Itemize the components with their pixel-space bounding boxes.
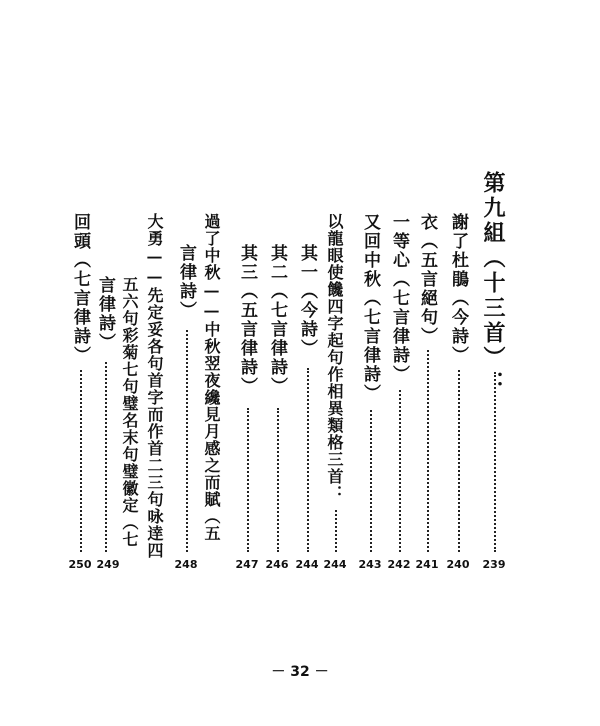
page-number: 248 bbox=[174, 558, 198, 571]
page-number: 249 bbox=[96, 558, 120, 571]
toc-entry: 又回中秋（七言律詩） bbox=[360, 213, 380, 403]
page-number: 243 bbox=[358, 558, 382, 571]
toc-entry: 其一（今詩） bbox=[297, 244, 317, 358]
toc-entry: 回頭（七言律詩） bbox=[70, 213, 90, 365]
leader-dots bbox=[186, 330, 188, 552]
leader-dots bbox=[307, 368, 309, 552]
section-heading: 第九組（十三首）： bbox=[480, 171, 506, 396]
page-number: 250 bbox=[68, 558, 92, 571]
toc-entry-continuation: 言律詩） bbox=[95, 276, 115, 352]
page-number: 240 bbox=[446, 558, 470, 571]
leader-dots bbox=[458, 370, 460, 552]
toc-entry-continuation: 言律詩） bbox=[176, 244, 196, 320]
leader-dots bbox=[80, 370, 82, 552]
leader-dots bbox=[335, 510, 337, 552]
leader-dots bbox=[370, 410, 372, 552]
toc-entry: 過了中秋——中秋翌夜纔見月感之而賦（五 bbox=[202, 213, 221, 542]
toc-entry: 衣（五言絕句） bbox=[417, 213, 437, 346]
toc-entry: 一等心（七言律詩） bbox=[389, 213, 409, 384]
leader-dots bbox=[427, 350, 429, 552]
page-number: 244 bbox=[323, 558, 347, 571]
toc-entry: 大勇——先定妥各句首字而作首二三句咏逹四 bbox=[145, 213, 164, 559]
page-number: 239 bbox=[482, 558, 506, 571]
toc-entry: 謝了杜鵑（今詩） bbox=[448, 213, 468, 365]
leader-dots bbox=[247, 408, 249, 552]
page-number: 241 bbox=[415, 558, 439, 571]
toc-entry: 以龍眼使饞四字起句作相異類格三首： bbox=[325, 213, 344, 502]
page-number: 244 bbox=[295, 558, 319, 571]
page-folio: － 32 － bbox=[271, 664, 329, 680]
toc-entry-continuation: 五六句彩菊七句璧名末句璧徽定（七 bbox=[120, 276, 139, 548]
leader-dots bbox=[494, 372, 496, 552]
page-number: 246 bbox=[265, 558, 289, 571]
leader-dots bbox=[277, 408, 279, 552]
page-number: 242 bbox=[387, 558, 411, 571]
toc-entry: 其二（七言律詩） bbox=[267, 244, 287, 396]
leader-dots bbox=[105, 362, 107, 552]
page-number: 247 bbox=[235, 558, 259, 571]
toc-entry: 其三（五言律詩） bbox=[237, 244, 257, 396]
leader-dots bbox=[399, 390, 401, 552]
